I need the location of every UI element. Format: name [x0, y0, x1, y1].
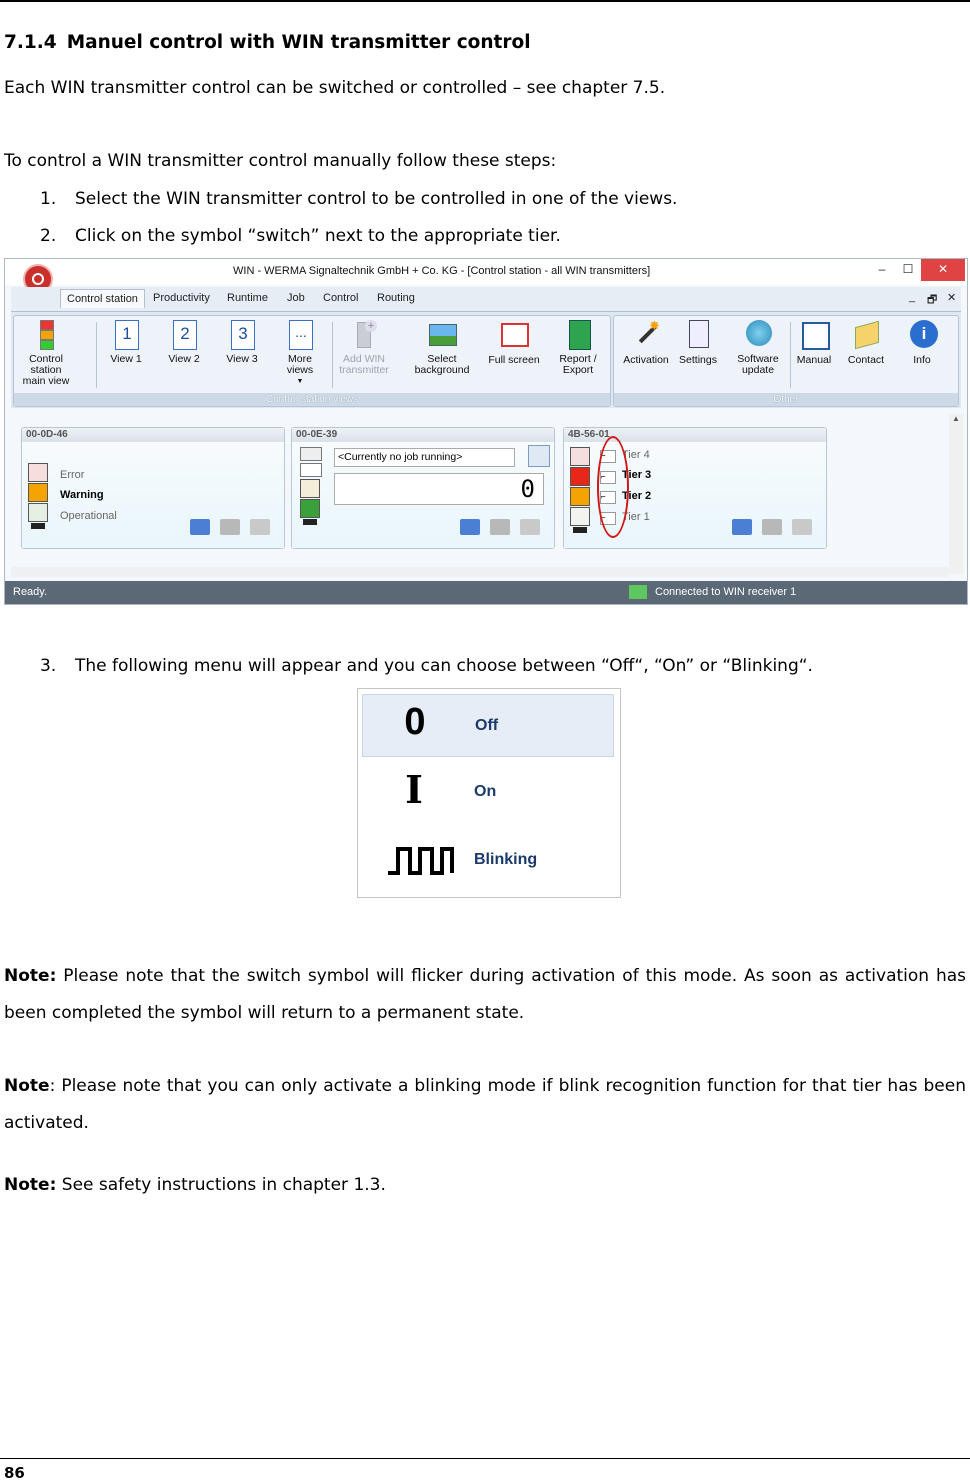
top-rule: [0, 0, 970, 2]
report-export-button[interactable]: Report / Export: [548, 320, 608, 376]
group-caption-other: Other: [614, 393, 958, 406]
full-screen-icon: [499, 320, 529, 350]
add-transmitter-icon: +: [349, 320, 379, 350]
panel-id: 00-0D-46: [22, 428, 284, 442]
dropdown-arrow-icon: ▼: [296, 378, 304, 385]
maximize-button[interactable]: ☐: [902, 262, 914, 276]
highlight-circle: [597, 436, 629, 538]
close-button[interactable]: ✕: [921, 259, 965, 281]
signal-tower-icon: [570, 447, 590, 533]
edit-icon[interactable]: [732, 519, 752, 535]
tier-label: Tier 1: [622, 511, 650, 523]
panel-id: 4B-56-01: [564, 428, 826, 442]
alarm-muted-icon[interactable]: [490, 519, 510, 535]
counter-display: 0: [334, 473, 544, 505]
view-2-icon: 2: [169, 320, 199, 350]
report-book-icon: [563, 320, 593, 350]
intro-paragraph: Each WIN transmitter control can be switched or controlled – see chapter 7.5.: [4, 78, 666, 98]
switch-icon[interactable]: ⌐: [600, 512, 616, 525]
alarm-muted-icon[interactable]: [220, 519, 240, 535]
panel-id: 00-0E-39: [292, 428, 554, 442]
tier-label: Operational: [60, 510, 117, 522]
full-screen-button[interactable]: Full screen: [484, 320, 544, 366]
ribbon-group-other: [613, 315, 959, 407]
play-icon[interactable]: [300, 447, 322, 461]
job-field[interactable]: <Currently no job running>: [334, 448, 515, 467]
switch-icon[interactable]: ⌐: [600, 491, 616, 504]
blink-wave-icon: [386, 845, 454, 875]
menu-item-off[interactable]: 0 Off: [362, 694, 614, 757]
ribbon-group-views: [13, 315, 611, 407]
page-number: 86: [4, 1464, 25, 1482]
off-icon: 0: [404, 701, 426, 743]
blink-wave-icon[interactable]: [300, 463, 322, 477]
bottom-rule: [0, 1458, 970, 1459]
note-2: Note: Please note that you can only activate a blinking mode if blink recognition function for that tier has been activated.: [4, 1076, 966, 1133]
settings-clipboard-icon: [683, 320, 713, 350]
app-screenshot: [4, 258, 968, 605]
scroll-up-icon[interactable]: ▲: [952, 414, 960, 423]
tier-label: Warning: [60, 489, 104, 501]
tab-control[interactable]: Control: [323, 292, 359, 304]
switch-menu-popup: [357, 688, 621, 898]
tab-control-station[interactable]: Control station: [60, 289, 145, 308]
on-icon: I: [405, 767, 423, 812]
tab-job[interactable]: Job: [287, 292, 305, 304]
note-3: Note: See safety instructions in chapter 1.3.: [4, 1175, 386, 1195]
contact-card-icon: [851, 320, 881, 350]
tier-label: Tier 4: [622, 449, 650, 461]
connection-indicator: [629, 585, 647, 599]
lead-paragraph: To control a WIN transmitter control manually follow these steps:: [4, 151, 557, 171]
vertical-scrollbar[interactable]: [949, 414, 963, 574]
book-icon: [799, 320, 829, 350]
switch-icon[interactable]: ⌐: [600, 450, 616, 463]
software-update-button[interactable]: Software update: [728, 320, 788, 376]
transmitter-canvas: [11, 409, 949, 587]
forward-disabled-icon[interactable]: [250, 519, 270, 535]
tier-label: Error: [60, 469, 85, 481]
status-text: Ready.: [13, 586, 48, 598]
tier-label: Tier 2: [622, 490, 652, 502]
connection-status: Connected to WIN receiver 1: [655, 586, 797, 598]
menu-item-blinking[interactable]: Blinking: [362, 829, 614, 892]
mdi-minimize-button[interactable]: _: [909, 291, 916, 303]
group-caption-views: Control station views: [14, 393, 610, 406]
tab-routing[interactable]: Routing: [377, 292, 415, 304]
view-2-button[interactable]: 2 View 2: [154, 320, 214, 365]
title-bar: [5, 259, 967, 285]
minimize-button[interactable]: –: [878, 262, 886, 276]
view-1-icon: 1: [111, 320, 141, 350]
forward-disabled-icon[interactable]: [792, 519, 812, 535]
step-2: 2. Click on the symbol “switch” next to the appropriate tier.: [40, 226, 561, 246]
view-1-button[interactable]: 1 View 1: [96, 320, 156, 365]
edit-icon[interactable]: [190, 519, 210, 535]
mdi-restore-button[interactable]: 🗗: [927, 294, 938, 306]
window-title: WIN - WERMA Signaltechnik GmbH + Co. KG - [Control station - all WIN transmitters]: [233, 265, 651, 277]
edit-icon[interactable]: [460, 519, 480, 535]
tab-productivity[interactable]: Productivity: [153, 292, 210, 304]
signal-tower-icon: [31, 320, 61, 350]
status-bar: [5, 581, 967, 604]
view-3-icon: 3: [227, 320, 257, 350]
tier-label: Tier 3: [622, 469, 652, 481]
step-1: 1. Select the WIN transmitter control to be controlled in one of the views.: [40, 189, 678, 209]
forward-disabled-icon[interactable]: [520, 519, 540, 535]
note-1: Note: Please note that the switch symbol will flicker during activation of this mode. As soon as activation has been completed the symbol will return to a permanent state.: [4, 966, 966, 1023]
transmitter-panel-2[interactable]: [291, 427, 555, 549]
control-station-main-view-button[interactable]: Control station main view: [16, 320, 76, 387]
image-icon: [427, 320, 457, 350]
add-win-transmitter-button[interactable]: + Add WIN transmitter: [339, 320, 389, 376]
section-heading: 7.1.4 Manuel control with WIN transmitter control: [4, 32, 531, 53]
more-views-icon: ...: [285, 320, 315, 350]
menu-item-on[interactable]: I On: [362, 761, 614, 824]
alarm-muted-icon[interactable]: [762, 519, 782, 535]
select-background-button[interactable]: Select background: [412, 320, 472, 376]
horizontal-scrollbar[interactable]: [11, 567, 949, 577]
signal-tower-icon: [300, 479, 320, 525]
activation-button[interactable]: ✸ Activation: [623, 318, 669, 366]
transmitter-panel-1[interactable]: [21, 427, 285, 549]
globe-update-icon: [743, 320, 773, 350]
mdi-close-button[interactable]: ✕: [947, 292, 957, 304]
info-button[interactable]: i Info: [892, 320, 952, 366]
step-3: 3. The following menu will appear and you can choose between “Off“, “On” or “Blinking“.: [40, 656, 813, 676]
info-icon: i: [907, 320, 937, 350]
view-3-button[interactable]: 3 View 3: [212, 320, 272, 365]
ribbon: [11, 311, 961, 408]
menu-tabs: [11, 287, 961, 311]
signal-tower-icon: [28, 463, 48, 529]
magic-wand-icon: ✸: [631, 320, 661, 350]
tab-runtime[interactable]: Runtime: [227, 292, 268, 304]
settings-button[interactable]: Settings: [668, 320, 728, 366]
add-job-icon[interactable]: [528, 445, 550, 467]
more-views-button[interactable]: ... More views ▼: [270, 320, 330, 387]
switch-icon[interactable]: ⌐: [600, 471, 616, 484]
contact-button[interactable]: Contact: [836, 320, 896, 366]
manual-button[interactable]: Manual: [784, 320, 844, 366]
